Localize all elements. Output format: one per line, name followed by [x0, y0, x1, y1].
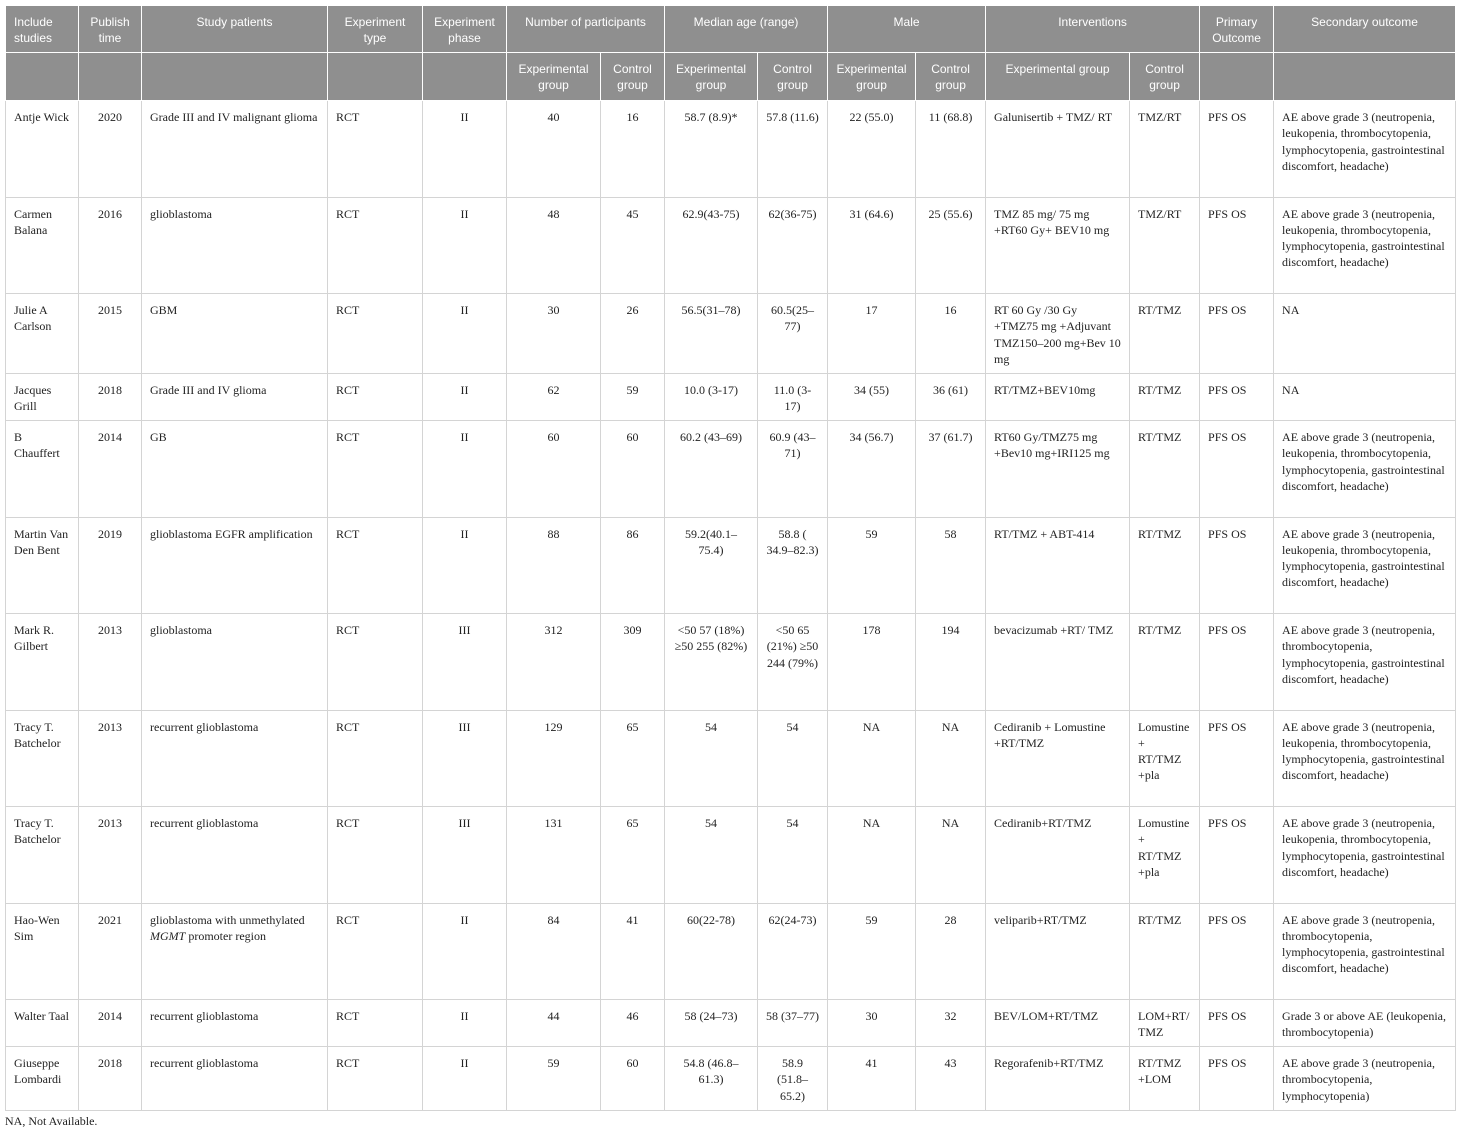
- cell-type: RCT: [328, 710, 423, 807]
- cell-intervention-exp: RT/TMZ+BEV10mg: [986, 374, 1130, 421]
- cell-type: RCT: [328, 101, 423, 198]
- cell-secondary-outcome: AE above grade 3 (neutropenia, thrombocytopenia, lymphocytopenia, gastrointestinal discomfort, headache): [1274, 614, 1456, 711]
- subheader-empty: [423, 53, 507, 101]
- cell-intervention-exp: Cediranib + Lomustine +RT/TMZ: [986, 710, 1130, 807]
- cell-age-exp: 54: [665, 807, 758, 904]
- cell-participants-ctl: 26: [601, 294, 665, 374]
- cell-secondary-outcome: NA: [1274, 374, 1456, 421]
- table-row: [6, 1000, 1456, 1047]
- cell-phase: III: [423, 614, 507, 711]
- cell-phase: II: [423, 1047, 507, 1111]
- cell-secondary-outcome: AE above grade 3 (neutropenia, thrombocytopenia, lymphocytopenia): [1274, 1047, 1456, 1111]
- cell-male-ctl: 32: [916, 1000, 986, 1047]
- cell-participants-exp: 62: [507, 374, 601, 421]
- cell-male-ctl: 43: [916, 1047, 986, 1111]
- cell-study: Carmen Balana: [6, 197, 79, 294]
- cell-patients: GB: [142, 421, 328, 518]
- cell-participants-ctl: 41: [601, 903, 665, 1000]
- cell-age-exp: 60(22-78): [665, 903, 758, 1000]
- cell-year: 2013: [79, 710, 142, 807]
- cell-study: Antje Wick: [6, 101, 79, 198]
- cell-male-exp: 59: [828, 903, 916, 1000]
- cell-phase: II: [423, 197, 507, 294]
- cell-male-exp: 178: [828, 614, 916, 711]
- cell-year: 2018: [79, 374, 142, 421]
- cell-age-ctl: 60.5(25–77): [758, 294, 828, 374]
- cell-year: 2013: [79, 614, 142, 711]
- table-row: [6, 614, 1456, 711]
- cell-type: RCT: [328, 197, 423, 294]
- header-row-1: [6, 6, 1456, 53]
- cell-male-exp: 59: [828, 517, 916, 614]
- cell-male-exp: 41: [828, 1047, 916, 1111]
- cell-participants-exp: 88: [507, 517, 601, 614]
- cell-secondary-outcome: Grade 3 or above AE (leukopenia, thrombocytopenia): [1274, 1000, 1456, 1047]
- cell-phase: II: [423, 903, 507, 1000]
- cell-type: RCT: [328, 294, 423, 374]
- cell-study: Tracy T. Batchelor: [6, 807, 79, 904]
- subheader-interventions-control: Control group: [1130, 53, 1200, 101]
- col-study-patients: Study patients: [142, 6, 328, 53]
- cell-age-ctl: 11.0 (3-17): [758, 374, 828, 421]
- patients-text: glioblastoma with unmethylated: [150, 912, 305, 927]
- study-table: [5, 5, 1456, 1111]
- cell-male-ctl: 58: [916, 517, 986, 614]
- cell-type: RCT: [328, 614, 423, 711]
- col-median-age: Median age (range): [665, 6, 828, 53]
- subheader-empty: [79, 53, 142, 101]
- cell-primary-outcome: PFS OS: [1200, 197, 1274, 294]
- cell-secondary-outcome: AE above grade 3 (neutropenia, thrombocytopenia, lymphocytopenia, gastrointestinal discomfort, headache): [1274, 903, 1456, 1000]
- cell-male-ctl: 37 (61.7): [916, 421, 986, 518]
- cell-primary-outcome: PFS OS: [1200, 807, 1274, 904]
- cell-primary-outcome: PFS OS: [1200, 903, 1274, 1000]
- cell-male-exp: 34 (55): [828, 374, 916, 421]
- subheader-age-control: Control group: [758, 53, 828, 101]
- col-publish-time: Publish time: [79, 6, 142, 53]
- cell-age-ctl: <50 65 (21%) ≥50 244 (79%): [758, 614, 828, 711]
- table-row: [6, 517, 1456, 614]
- cell-participants-ctl: 59: [601, 374, 665, 421]
- cell-type: RCT: [328, 421, 423, 518]
- cell-intervention-exp: Cediranib+RT/TMZ: [986, 807, 1130, 904]
- cell-age-exp: 56.5(31–78): [665, 294, 758, 374]
- cell-male-ctl: 16: [916, 294, 986, 374]
- cell-type: RCT: [328, 374, 423, 421]
- cell-participants-exp: 30: [507, 294, 601, 374]
- col-participants: Number of participants: [507, 6, 665, 53]
- cell-year: 2019: [79, 517, 142, 614]
- cell-participants-exp: 84: [507, 903, 601, 1000]
- cell-age-ctl: 54: [758, 710, 828, 807]
- cell-participants-ctl: 65: [601, 807, 665, 904]
- cell-phase: II: [423, 101, 507, 198]
- cell-phase: II: [423, 517, 507, 614]
- cell-patients: GBM: [142, 294, 328, 374]
- cell-participants-ctl: 16: [601, 101, 665, 198]
- cell-type: RCT: [328, 1047, 423, 1111]
- cell-participants-exp: 129: [507, 710, 601, 807]
- cell-participants-ctl: 86: [601, 517, 665, 614]
- cell-study: Jacques Grill: [6, 374, 79, 421]
- cell-intervention-ctl: RT/TMZ +LOM: [1130, 1047, 1200, 1111]
- cell-participants-ctl: 45: [601, 197, 665, 294]
- cell-intervention-ctl: TMZ/RT: [1130, 101, 1200, 198]
- subheader-age-experimental: Experimental group: [665, 53, 758, 101]
- cell-male-exp: 34 (56.7): [828, 421, 916, 518]
- cell-secondary-outcome: NA: [1274, 294, 1456, 374]
- table-row: [6, 197, 1456, 294]
- cell-patients: recurrent glioblastoma: [142, 710, 328, 807]
- cell-phase: III: [423, 710, 507, 807]
- col-male: Male: [828, 6, 986, 53]
- cell-intervention-exp: RT60 Gy/TMZ75 mg +Bev10 mg+IRI125 mg: [986, 421, 1130, 518]
- cell-intervention-ctl: RT/TMZ: [1130, 294, 1200, 374]
- cell-primary-outcome: PFS OS: [1200, 517, 1274, 614]
- cell-intervention-ctl: TMZ/RT: [1130, 197, 1200, 294]
- cell-age-ctl: 62(36-75): [758, 197, 828, 294]
- cell-male-exp: 30: [828, 1000, 916, 1047]
- cell-primary-outcome: PFS OS: [1200, 374, 1274, 421]
- cell-primary-outcome: PFS OS: [1200, 101, 1274, 198]
- col-include-studies: Include studies: [6, 6, 79, 53]
- cell-male-exp: NA: [828, 710, 916, 807]
- cell-male-ctl: 11 (68.8): [916, 101, 986, 198]
- cell-intervention-ctl: RT/TMZ: [1130, 421, 1200, 518]
- cell-year: 2016: [79, 197, 142, 294]
- cell-year: 2015: [79, 294, 142, 374]
- table-row: [6, 101, 1456, 198]
- cell-intervention-exp: RT 60 Gy /30 Gy +TMZ75 mg +Adjuvant TMZ150–200 mg+Bev 10 mg: [986, 294, 1130, 374]
- table-row: [6, 294, 1456, 374]
- cell-study: Julie A Carlson: [6, 294, 79, 374]
- table-row: [6, 421, 1456, 518]
- cell-patients: Grade III and IV glioma: [142, 374, 328, 421]
- cell-type: RCT: [328, 807, 423, 904]
- cell-male-ctl: 28: [916, 903, 986, 1000]
- cell-intervention-ctl: LOM+RT/ TMZ: [1130, 1000, 1200, 1047]
- cell-age-exp: 62.9(43-75): [665, 197, 758, 294]
- cell-participants-exp: 131: [507, 807, 601, 904]
- cell-year: 2021: [79, 903, 142, 1000]
- cell-type: RCT: [328, 903, 423, 1000]
- subheader-empty: [1200, 53, 1274, 101]
- cell-year: 2020: [79, 101, 142, 198]
- cell-intervention-exp: TMZ 85 mg/ 75 mg +RT60 Gy+ BEV10 mg: [986, 197, 1130, 294]
- table-footnote: NA, Not Available.: [5, 1114, 98, 1128]
- cell-intervention-exp: Regorafenib+RT/TMZ: [986, 1047, 1130, 1111]
- cell-age-ctl: 60.9 (43–71): [758, 421, 828, 518]
- subheader-male-experimental: Experimental group: [828, 53, 916, 101]
- cell-secondary-outcome: AE above grade 3 (neutropenia, leukopenia, thrombocytopenia, lymphocytopenia, gastrointestinal discomfort, headache): [1274, 517, 1456, 614]
- cell-participants-ctl: 60: [601, 421, 665, 518]
- cell-study: Hao-Wen Sim: [6, 903, 79, 1000]
- cell-primary-outcome: PFS OS: [1200, 421, 1274, 518]
- cell-male-exp: 17: [828, 294, 916, 374]
- subheader-empty: [328, 53, 423, 101]
- table-row: [6, 903, 1456, 1000]
- cell-age-exp: 59.2(40.1–75.4): [665, 517, 758, 614]
- cell-year: 2013: [79, 807, 142, 904]
- subheader-interventions-experimental: Experimental group: [986, 53, 1130, 101]
- cell-year: 2014: [79, 421, 142, 518]
- gene-name: MGMT: [150, 928, 186, 943]
- cell-study: Walter Taal: [6, 1000, 79, 1047]
- cell-age-exp: <50 57 (18%) ≥50 255 (82%): [665, 614, 758, 711]
- cell-primary-outcome: PFS OS: [1200, 614, 1274, 711]
- cell-patients: Grade III and IV malignant glioma: [142, 101, 328, 198]
- subheader-participants-experimental: Experimental group: [507, 53, 601, 101]
- subheader-empty: [6, 53, 79, 101]
- col-experiment-phase: Experiment phase: [423, 6, 507, 53]
- cell-intervention-ctl: Lomustine + RT/TMZ +pla: [1130, 807, 1200, 904]
- cell-age-ctl: 54: [758, 807, 828, 904]
- cell-study: B Chauffert: [6, 421, 79, 518]
- cell-study: Tracy T. Batchelor: [6, 710, 79, 807]
- cell-participants-ctl: 309: [601, 614, 665, 711]
- cell-type: RCT: [328, 1000, 423, 1047]
- cell-male-ctl: NA: [916, 807, 986, 904]
- cell-intervention-exp: RT/TMZ + ABT-414: [986, 517, 1130, 614]
- cell-phase: II: [423, 374, 507, 421]
- cell-age-ctl: 57.8 (11.6): [758, 101, 828, 198]
- cell-male-exp: 31 (64.6): [828, 197, 916, 294]
- cell-male-exp: NA: [828, 807, 916, 904]
- table-row: [6, 374, 1456, 421]
- cell-age-ctl: 58.8 ( 34.9–82.3): [758, 517, 828, 614]
- cell-intervention-ctl: RT/TMZ: [1130, 614, 1200, 711]
- cell-intervention-ctl: RT/TMZ: [1130, 517, 1200, 614]
- cell-secondary-outcome: AE above grade 3 (neutropenia, leukopenia, thrombocytopenia, lymphocytopenia, gastrointestinal discomfort, headache): [1274, 807, 1456, 904]
- cell-patients: glioblastoma: [142, 614, 328, 711]
- cell-participants-exp: 59: [507, 1047, 601, 1111]
- cell-intervention-ctl: Lomustine + RT/TMZ +pla: [1130, 710, 1200, 807]
- cell-secondary-outcome: AE above grade 3 (neutropenia, leukopenia, thrombocytopenia, lymphocytopenia, gastrointestinal discomfort, headache): [1274, 421, 1456, 518]
- cell-type: RCT: [328, 517, 423, 614]
- cell-primary-outcome: PFS OS: [1200, 710, 1274, 807]
- cell-study: Giuseppe Lombardi: [6, 1047, 79, 1111]
- cell-year: 2014: [79, 1000, 142, 1047]
- cell-intervention-exp: BEV/LOM+RT/TMZ: [986, 1000, 1130, 1047]
- cell-patients: [142, 903, 328, 1000]
- cell-patients: recurrent glioblastoma: [142, 1000, 328, 1047]
- table-row: [6, 710, 1456, 807]
- cell-phase: II: [423, 294, 507, 374]
- cell-age-exp: 58 (24–73): [665, 1000, 758, 1047]
- cell-age-exp: 60.2 (43–69): [665, 421, 758, 518]
- cell-age-ctl: 58.9 (51.8–65.2): [758, 1047, 828, 1111]
- cell-primary-outcome: PFS OS: [1200, 294, 1274, 374]
- table-row: [6, 1047, 1456, 1111]
- cell-secondary-outcome: AE above grade 3 (neutropenia, leukopenia, thrombocytopenia, lymphocytopenia, gastrointestinal discomfort, headache): [1274, 101, 1456, 198]
- cell-age-ctl: 62(24-73): [758, 903, 828, 1000]
- cell-participants-ctl: 65: [601, 710, 665, 807]
- table-body: [6, 101, 1456, 1111]
- header-row-2: [6, 53, 1456, 101]
- col-experiment-type: Experiment type: [328, 6, 423, 53]
- patients-text: promoter region: [185, 928, 266, 943]
- cell-participants-exp: 40: [507, 101, 601, 198]
- cell-participants-exp: 48: [507, 197, 601, 294]
- cell-male-ctl: 25 (55.6): [916, 197, 986, 294]
- subheader-empty: [142, 53, 328, 101]
- col-interventions: Interventions: [986, 6, 1200, 53]
- cell-male-ctl: NA: [916, 710, 986, 807]
- cell-primary-outcome: PFS OS: [1200, 1000, 1274, 1047]
- col-primary-outcome: Primary Outcome: [1200, 6, 1274, 53]
- cell-participants-ctl: 60: [601, 1047, 665, 1111]
- cell-intervention-exp: veliparib+RT/TMZ: [986, 903, 1130, 1000]
- cell-phase: II: [423, 421, 507, 518]
- cell-male-ctl: 194: [916, 614, 986, 711]
- cell-intervention-ctl: RT/TMZ: [1130, 374, 1200, 421]
- subheader-empty: [1274, 53, 1456, 101]
- cell-age-exp: 54: [665, 710, 758, 807]
- cell-secondary-outcome: AE above grade 3 (neutropenia, leukopenia, thrombocytopenia, lymphocytopenia, gastrointestinal discomfort, headache): [1274, 710, 1456, 807]
- cell-phase: II: [423, 1000, 507, 1047]
- cell-phase: III: [423, 807, 507, 904]
- subheader-male-control: Control group: [916, 53, 986, 101]
- cell-primary-outcome: PFS OS: [1200, 1047, 1274, 1111]
- cell-participants-ctl: 46: [601, 1000, 665, 1047]
- cell-intervention-ctl: RT/TMZ: [1130, 903, 1200, 1000]
- cell-age-exp: 54.8 (46.8–61.3): [665, 1047, 758, 1111]
- cell-patients: glioblastoma: [142, 197, 328, 294]
- cell-age-ctl: 58 (37–77): [758, 1000, 828, 1047]
- cell-age-exp: 58.7 (8.9)*: [665, 101, 758, 198]
- subheader-participants-control: Control group: [601, 53, 665, 101]
- cell-participants-exp: 312: [507, 614, 601, 711]
- cell-intervention-exp: bevacizumab +RT/ TMZ: [986, 614, 1130, 711]
- cell-participants-exp: 44: [507, 1000, 601, 1047]
- cell-patients: recurrent glioblastoma: [142, 807, 328, 904]
- cell-year: 2018: [79, 1047, 142, 1111]
- cell-patients: recurrent glioblastoma: [142, 1047, 328, 1111]
- col-secondary-outcome: Secondary outcome: [1274, 6, 1456, 53]
- cell-male-ctl: 36 (61): [916, 374, 986, 421]
- cell-male-exp: 22 (55.0): [828, 101, 916, 198]
- cell-study: Mark R. Gilbert: [6, 614, 79, 711]
- cell-secondary-outcome: AE above grade 3 (neutropenia, leukopenia, thrombocytopenia, lymphocytopenia, gastrointestinal discomfort, headache): [1274, 197, 1456, 294]
- cell-age-exp: 10.0 (3-17): [665, 374, 758, 421]
- cell-study: Martin Van Den Bent: [6, 517, 79, 614]
- cell-intervention-exp: Galunisertib + TMZ/ RT: [986, 101, 1130, 198]
- cell-participants-exp: 60: [507, 421, 601, 518]
- cell-patients: glioblastoma EGFR amplification: [142, 517, 328, 614]
- table-row: [6, 807, 1456, 904]
